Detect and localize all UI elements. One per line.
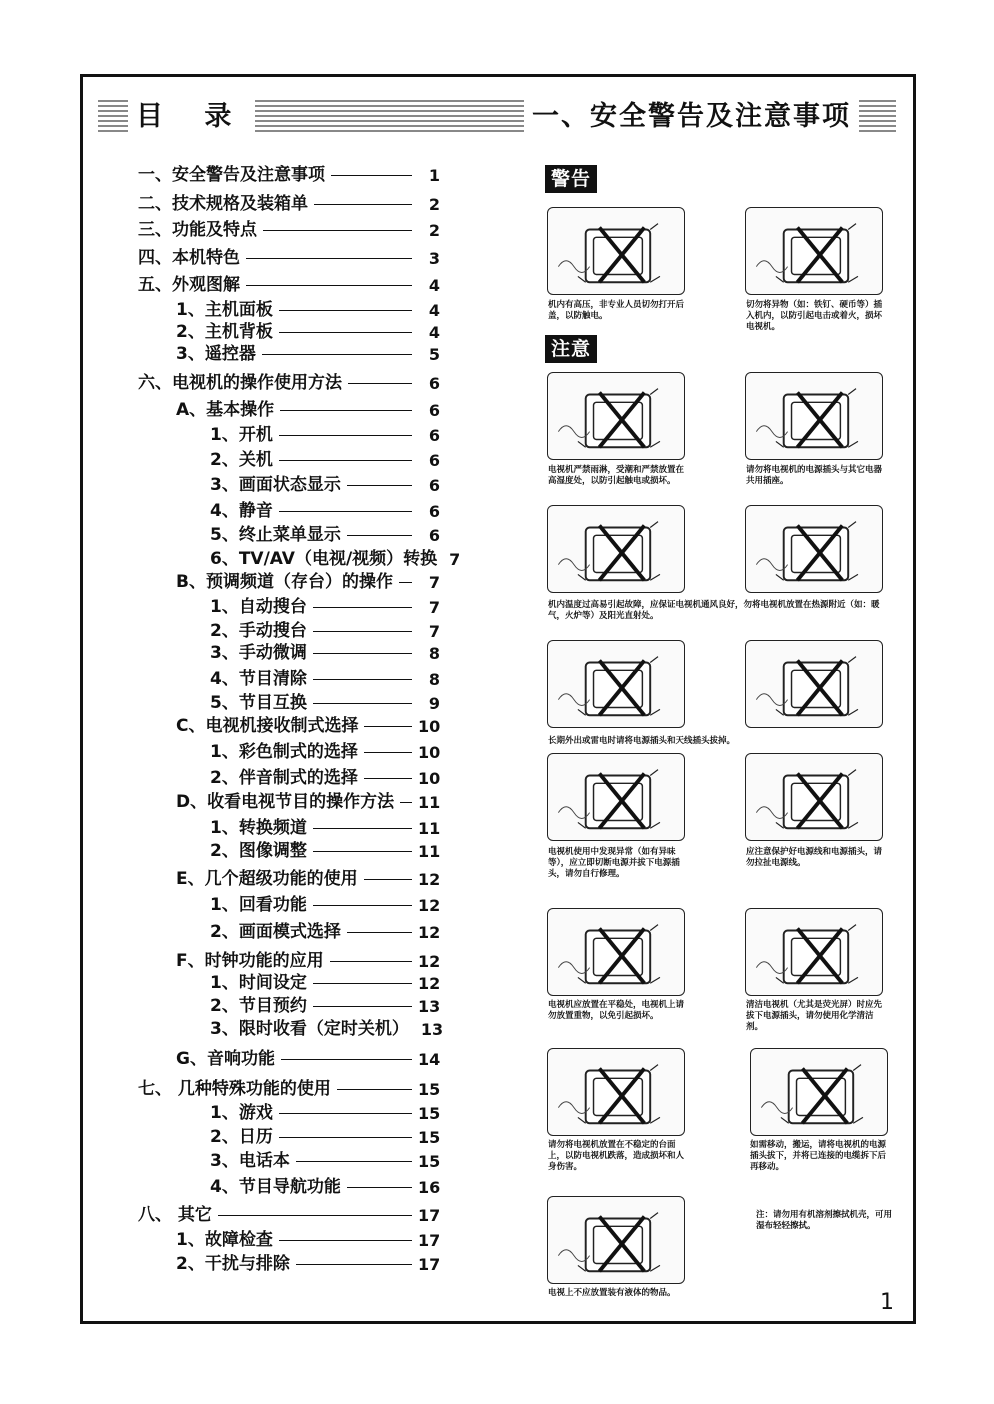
illustration-tv-sunlight [745, 505, 883, 593]
toc-leader-line [330, 961, 412, 962]
toc-entry-label: 2、关机 [210, 450, 273, 470]
toc-entry-label: 5、终止菜单显示 [210, 525, 341, 545]
toc-entry-label: 6、TV/AV（电视/视频）转换 [210, 549, 438, 569]
toc-entry-label: 三、功能及特点 [138, 220, 257, 240]
toc-entry-page: 6 [428, 373, 440, 393]
toc-entry-page: 15 [418, 1079, 441, 1099]
toc-entry-label: D、收看电视节目的操作方法 [176, 792, 395, 812]
toc-entry-label: 2、画面模式选择 [210, 922, 341, 942]
toc-leader-line [279, 511, 412, 512]
toc-entry-page: 11 [418, 792, 441, 812]
toc-entry [210, 596, 440, 618]
toc-entry [210, 1018, 444, 1040]
toc-leader-line [279, 1113, 412, 1114]
toc-entry-page: 15 [418, 1127, 441, 1147]
toc-entry [176, 571, 440, 593]
toc-entry [210, 767, 440, 789]
caption-unstable: 请勿将电视机放置在不稳定的台面上，以防电视机跌落，造成损坏和人身伤害。 [548, 1140, 685, 1172]
toc-leader-line [279, 1137, 412, 1138]
toc-leader-line [313, 703, 412, 704]
toc-entry-page: 4 [428, 322, 440, 342]
toc-leader-line [313, 679, 412, 680]
toc-entry-label: 六、电视机的操作使用方法 [138, 373, 342, 393]
toc-entry [176, 399, 440, 421]
toc-entry [210, 1176, 440, 1198]
toc-leader-line [347, 1187, 412, 1188]
toc-title: 目 录 [128, 99, 255, 135]
illustration-tv-rain [547, 372, 685, 460]
toc-entry-label: 1、主机面板 [176, 300, 273, 320]
toc-entry [176, 1229, 440, 1251]
toc-entry-page: 14 [418, 1049, 441, 1069]
toc-leader-line [347, 485, 412, 486]
toc-entry [210, 1126, 440, 1148]
toc-leader-line [364, 879, 412, 880]
toc-entry-page: 3 [428, 248, 440, 268]
toc-leader-line [246, 258, 412, 259]
toc-entry [176, 1253, 440, 1275]
toc-entry-label: 1、回看功能 [210, 895, 307, 915]
illustration-tv-unstable [547, 1048, 685, 1136]
caption-cleaning: 清洁电视机（尤其是荧光屏）时应先拔下电源插头，请勿使用化学清洁剂。 [746, 1000, 883, 1032]
caption-abnormal: 电视机使用中发现异常（如有异味等），应立即切断电源并拔下电源插头，请勿自行修理。 [548, 847, 680, 879]
toc-entry-label: 1、开机 [210, 425, 273, 445]
toc-leader-line [218, 1215, 412, 1216]
toc-entry-label: 七、 几种特殊功能的使用 [138, 1079, 331, 1099]
toc-leader-line [313, 983, 412, 984]
toc-entry-label: 5、节目互换 [210, 693, 307, 713]
toc-leader-line [313, 905, 412, 906]
toc-entry-label: 2、日历 [210, 1127, 273, 1147]
toc-leader-line [313, 607, 412, 608]
toc-entry-page: 15 [418, 1103, 441, 1123]
toc-entry [210, 692, 440, 714]
toc-entry [138, 219, 440, 241]
toc-leader-line [246, 285, 412, 286]
caution-tag: 注意 [545, 335, 597, 363]
caption-cord: 应注意保护好电源线和电源插头，请勿拉扯电源线。 [746, 847, 883, 868]
toc-entry-label: 4、节目导航功能 [210, 1177, 341, 1197]
toc-entry-page: 17 [418, 1230, 441, 1250]
caption-moisture: 电视机严禁雨淋，受潮和严禁放置在高湿度处，以防引起触电或损坏。 [548, 465, 685, 486]
toc-entry-label: 4、静音 [210, 501, 273, 521]
toc-entry-label: 2、干扰与排除 [176, 1254, 290, 1274]
toc-leader-line [364, 778, 412, 779]
toc-entry-page: 11 [418, 818, 441, 838]
toc-leader-line [263, 230, 412, 231]
toc-entry-page: 6 [428, 450, 440, 470]
toc-leader-line [313, 851, 412, 852]
caption-moving: 如需移动，搬运，请将电视机的电源插头拔下，并将已连接的电缆拆下后再移动。 [750, 1140, 887, 1172]
illustration-tv-foreign-object [745, 207, 883, 295]
caption-note: 注：请勿用有机溶剂擦拭机壳，可用湿布轻轻擦拭。 [756, 1210, 893, 1231]
toc-entry [176, 791, 440, 813]
illustration-tv-heavy-object [547, 908, 685, 996]
toc-entry [210, 500, 440, 522]
toc-entry [210, 620, 440, 642]
toc-leader-line [313, 653, 412, 654]
toc-leader-line [313, 631, 412, 632]
toc-entry-label: 一、安全警告及注意事项 [138, 165, 325, 185]
toc-leader-line [347, 932, 412, 933]
illustration-tv-lightning-1 [547, 640, 685, 728]
caption-liquid: 电视上不应放置装有液体的物品。 [548, 1288, 676, 1298]
toc-leader-line [279, 460, 412, 461]
toc-entry-page: 6 [428, 475, 440, 495]
toc-entry [210, 642, 440, 664]
toc-leader-line [279, 332, 412, 333]
toc-entry [210, 741, 440, 763]
toc-entry-page: 12 [418, 922, 441, 942]
toc-entry-page: 2 [428, 220, 440, 240]
toc-entry-label: 2、手动搜台 [210, 621, 307, 641]
toc-leader-line [280, 410, 412, 411]
toc-leader-line [296, 1264, 412, 1265]
toc-entry-page: 6 [428, 425, 440, 445]
toc-entry-page: 11 [418, 841, 441, 861]
toc-entry-label: 五、外观图解 [138, 275, 240, 295]
toc-leader-line [399, 582, 412, 583]
toc-entry-page: 6 [428, 525, 440, 545]
toc-entry [210, 817, 440, 839]
toc-entry-page: 8 [428, 643, 440, 663]
toc-leader-line [364, 726, 412, 727]
toc-entry-page: 17 [418, 1254, 441, 1274]
illustration-tv-back-cover [547, 207, 685, 295]
toc-entry-page: 6 [428, 501, 440, 521]
toc-entry [210, 972, 440, 994]
toc-entry [176, 715, 440, 737]
toc-entry [176, 868, 440, 890]
illustration-tv-liquid [547, 1196, 685, 1284]
toc-entry-label: 二、技术规格及装箱单 [138, 194, 308, 214]
toc-entry-label: C、电视机接收制式选择 [176, 716, 359, 736]
toc-entry-label: 3、画面状态显示 [210, 475, 341, 495]
toc-entry [210, 424, 440, 446]
caption-heat: 机内温度过高易引起故障，应保证电视机通风良好，勿将电视机放置在热源附近（如：暖气，火炉等）及阳光直射处。 [548, 600, 880, 621]
toc-leader-line [400, 802, 412, 803]
toc-entry [138, 247, 440, 269]
toc-entry [176, 321, 440, 343]
toc-leader-line [364, 752, 412, 753]
toc-leader-line [279, 310, 412, 311]
illustration-tv-moving [750, 1048, 888, 1136]
toc-leader-line [348, 383, 412, 384]
illustration-tv-cleaning [745, 908, 883, 996]
toc-entry-page: 9 [428, 693, 440, 713]
toc-entry-page: 7 [428, 572, 440, 592]
toc-leader-line [337, 1089, 412, 1090]
toc-entry-page: 12 [418, 951, 441, 971]
toc-entry-label: 3、电话本 [210, 1151, 290, 1171]
toc-leader-line [313, 828, 412, 829]
toc-entry-label: 1、时间设定 [210, 973, 307, 993]
toc-entry [210, 524, 440, 546]
toc-entry-page: 8 [428, 669, 440, 689]
toc-entry-page: 10 [418, 742, 441, 762]
toc-leader-line [262, 354, 412, 355]
toc-entry-label: F、时钟功能的应用 [176, 951, 324, 971]
toc-entry-page: 16 [418, 1177, 441, 1197]
toc-entry-label: 3、遥控器 [176, 344, 256, 364]
toc-entry-label: 1、转换频道 [210, 818, 307, 838]
page-number: 1 [880, 1290, 894, 1315]
toc-entry-label: 1、游戏 [210, 1103, 273, 1123]
toc-entry-label: 2、主机背板 [176, 322, 273, 342]
toc-entry-label: 1、自动搜台 [210, 597, 307, 617]
toc-entry [210, 474, 440, 496]
toc-entry-page: 13 [420, 1019, 444, 1039]
toc-leader-line [347, 535, 412, 536]
toc-entry [138, 1078, 440, 1100]
caption-foreign-object: 切勿将异物（如：铁钉、硬币等）插入机内，以防引起电击或着火，损坏电视机。 [746, 300, 883, 332]
toc-entry [210, 840, 440, 862]
caption-socket: 请勿将电视机的电源插头与其它电器共用插座。 [746, 465, 883, 486]
toc-entry-page: 13 [418, 996, 441, 1016]
toc-entry [210, 921, 440, 943]
toc-entry [138, 164, 440, 186]
toc-entry [210, 668, 440, 690]
toc-entry [210, 548, 461, 570]
toc-entry-page: 12 [418, 869, 441, 889]
toc-entry-label: 2、伴音制式的选择 [210, 768, 358, 788]
toc-leader-line [313, 1006, 412, 1007]
toc-entry-label: 2、节目预约 [210, 996, 307, 1016]
illustration-tv-power-cord [745, 753, 883, 841]
toc-entry-page: 5 [428, 344, 440, 364]
toc-entry-page: 4 [428, 300, 440, 320]
toc-entry-label: 3、手动微调 [210, 643, 307, 663]
toc-entry-label: 1、彩色制式的选择 [210, 742, 358, 762]
caption-heavy: 电视机应放置在平稳处，电视机上请勿放置重物，以免引起损坏。 [548, 1000, 685, 1021]
toc-entry-page: 12 [418, 973, 441, 993]
toc-entry-label: 1、故障检查 [176, 1230, 273, 1250]
toc-leader-line [331, 175, 412, 176]
toc-entry-label: 四、本机特色 [138, 248, 240, 268]
toc-entry [210, 894, 440, 916]
toc-entry-page: 17 [418, 1205, 441, 1225]
toc-entry-page: 10 [418, 768, 441, 788]
illustration-tv-heater [547, 505, 685, 593]
toc-entry [138, 372, 440, 394]
toc-entry-page: 15 [418, 1151, 441, 1171]
toc-entry-page: 1 [428, 165, 440, 185]
illustration-tv-shared-socket [745, 372, 883, 460]
toc-entry-label: 八、 其它 [138, 1205, 212, 1225]
toc-entry [210, 1102, 440, 1124]
toc-entry-label: E、几个超级功能的使用 [176, 869, 358, 889]
caption-high-voltage: 机内有高压，非专业人员切勿打开后盖，以防触电。 [548, 300, 685, 321]
toc-entry [138, 274, 440, 296]
toc-entry [176, 1048, 440, 1070]
section-title: 一、安全警告及注意事项 [524, 99, 859, 135]
toc-entry [210, 449, 440, 471]
toc-entry-page: 7 [449, 549, 461, 569]
toc-entry-label: 4、节目清除 [210, 669, 307, 689]
illustration-tv-abnormal [547, 753, 685, 841]
toc-entry [210, 995, 440, 1017]
toc-leader-line [279, 435, 412, 436]
toc-leader-line [281, 1059, 412, 1060]
toc-entry [138, 193, 440, 215]
toc-entry-page: 12 [418, 895, 441, 915]
toc-entry-label: 2、图像调整 [210, 841, 307, 861]
toc-entry-page: 7 [428, 597, 440, 617]
toc-leader-line [314, 204, 412, 205]
toc-entry [138, 1204, 440, 1226]
toc-entry [176, 950, 440, 972]
toc-entry-label: 3、限时收看（定时关机） [210, 1019, 409, 1039]
illustration-tv-lightning-2 [745, 640, 883, 728]
toc-leader-line [296, 1161, 412, 1162]
warning-tag: 警告 [545, 165, 597, 193]
toc-leader-line [279, 1240, 412, 1241]
toc-entry-page: 10 [418, 716, 441, 736]
toc-entry-label: G、音响功能 [176, 1049, 275, 1069]
toc-entry-page: 2 [428, 194, 440, 214]
toc-entry-label: B、预调频道（存台）的操作 [176, 572, 393, 592]
toc-entry [176, 299, 440, 321]
toc-entry-page: 6 [428, 400, 440, 420]
caption-unplug: 长期外出或雷电时请将电源插头和天线插头拔掉。 [548, 736, 736, 746]
toc-entry [176, 343, 440, 365]
toc-entry-label: A、基本操作 [176, 400, 275, 420]
toc-entry-page: 4 [428, 275, 440, 295]
toc-entry-page: 7 [428, 621, 440, 641]
toc-entry [210, 1150, 440, 1172]
